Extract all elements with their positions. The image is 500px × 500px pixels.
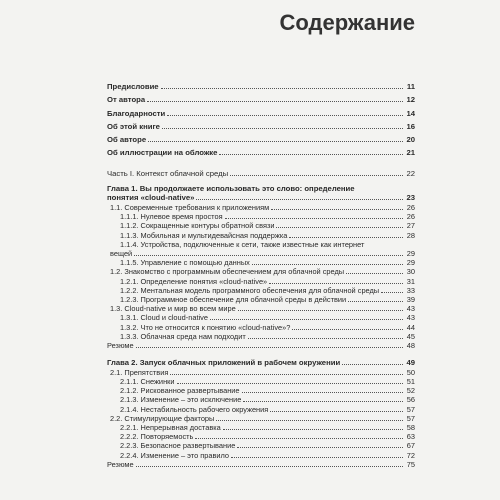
- toc-entry-wrapped: [107, 240, 415, 258]
- toc-page-number: 52: [406, 386, 415, 396]
- toc-entry: [107, 432, 415, 441]
- toc-page-number: 56: [406, 395, 415, 405]
- toc-page-number: 58: [406, 423, 415, 433]
- toc-entry: [107, 267, 415, 276]
- toc-chapter-title: Глава 2. Запуск облачных приложений в рабочем окружении: [107, 358, 341, 368]
- dot-leader: [269, 283, 403, 284]
- toc-entry: [107, 80, 415, 93]
- toc-entry: [107, 414, 415, 423]
- dot-leader: [237, 447, 403, 448]
- front-matter-list: [107, 80, 415, 160]
- toc-page-number: 30: [406, 267, 415, 277]
- toc-entry-label: 2.2.4. Изменение – это правило: [120, 450, 230, 460]
- toc-entry: [107, 120, 415, 133]
- dot-leader: [147, 101, 403, 102]
- toc-entry-label: 2.2.1. Непрерывная доставка: [120, 423, 221, 433]
- dot-leader: [177, 383, 403, 384]
- chapter-1-entries: [107, 203, 415, 240]
- toc-page-number: 22: [406, 168, 415, 178]
- toc-entry: [107, 212, 415, 221]
- toc-entry: [107, 286, 415, 295]
- dot-leader: [136, 466, 403, 467]
- toc-page-number: 26: [406, 212, 415, 222]
- toc-entry-label: 1.3.1. Cloud и cloud-native: [120, 313, 208, 323]
- toc-entry-label: 2.2. Стимулирующие факторы: [110, 413, 215, 423]
- toc-page-number: 27: [406, 221, 415, 231]
- toc-entry-label: 2.2.2. Повторяемость: [120, 432, 194, 442]
- table-of-contents: [107, 80, 415, 469]
- toc-entry: [107, 231, 415, 240]
- page-title: Содержание: [279, 10, 415, 35]
- toc-page-number: 29: [406, 258, 415, 268]
- dot-leader: [248, 338, 403, 339]
- dot-leader: [270, 411, 403, 412]
- toc-entry-label: Резюме: [107, 459, 134, 469]
- toc-page-number: 29: [406, 248, 415, 258]
- dot-leader: [196, 199, 403, 200]
- toc-page-number: 21: [406, 148, 415, 158]
- toc-entry: [107, 441, 415, 450]
- dot-leader: [134, 255, 403, 256]
- toc-page-number: 14: [406, 108, 415, 118]
- toc-entry-label: Об иллюстрации на обложке: [107, 148, 218, 158]
- toc-entry: [107, 323, 415, 332]
- toc-entry: [107, 133, 415, 146]
- dot-leader: [231, 457, 403, 458]
- toc-entry: [107, 258, 415, 267]
- chapter-1-entries-continued: [107, 258, 415, 350]
- dot-leader: [216, 420, 403, 421]
- toc-entry-line2: вещей: [110, 248, 133, 258]
- toc-entry-label: 1.1.1. Нулевое время простоя: [120, 212, 223, 222]
- toc-page-number: 44: [406, 322, 415, 332]
- toc-page-number: 67: [406, 441, 415, 451]
- toc-entry-label: 2.1.3. Изменение – это исключение: [120, 395, 242, 405]
- toc-entry-label: 1.1.2. Сокращенные контуры обратной связи: [120, 221, 275, 231]
- toc-page-number: 57: [406, 404, 415, 414]
- dot-leader: [161, 88, 403, 89]
- toc-entry-label: 1.2. Знакомство с программным обеспечением для облачной среды: [110, 267, 345, 277]
- toc-page-number: 43: [406, 313, 415, 323]
- toc-entry-label: 1.3.2. Что не относится к понятию «cloud-native»?: [120, 322, 291, 332]
- toc-page-number: 26: [406, 202, 415, 212]
- toc-page-number: 72: [406, 450, 415, 460]
- toc-chapter-2: [107, 358, 415, 368]
- toc-entry: [107, 423, 415, 432]
- toc-entry: [107, 386, 415, 395]
- toc-page-number: 20: [406, 135, 415, 145]
- toc-entry-label: 1.3. Cloud-native и мир во всем мире: [110, 304, 236, 314]
- dot-leader: [252, 264, 403, 265]
- dot-leader: [195, 438, 403, 439]
- dot-leader: [162, 128, 403, 129]
- dot-leader: [348, 301, 403, 302]
- toc-page-number: 45: [406, 331, 415, 341]
- toc-entry: [107, 395, 415, 404]
- toc-entry-label: 2.1. Препятствия: [110, 367, 169, 377]
- toc-page-number: 33: [406, 285, 415, 295]
- toc-entry-label: От автора: [107, 95, 146, 105]
- toc-entry-label: 1.2.2. Ментальная модель программного обеспечения для облачной среды: [120, 285, 380, 295]
- dot-leader: [225, 218, 403, 219]
- toc-chapter-1: [107, 184, 415, 203]
- toc-entry: [107, 368, 415, 377]
- toc-entry-label: 1.2.1. Определение понятия «cloud-native»: [120, 276, 268, 286]
- toc-page-number: 31: [406, 276, 415, 286]
- toc-entry: [107, 451, 415, 460]
- dot-leader: [230, 175, 403, 176]
- toc-entry: [107, 377, 415, 386]
- toc-entry-label: 2.1.1. Снежинки: [120, 377, 175, 387]
- toc-entry-label: Предисловие: [107, 82, 159, 91]
- dot-leader: [242, 392, 403, 393]
- toc-page-number: 48: [406, 341, 415, 351]
- toc-entry: [107, 295, 415, 304]
- toc-part-1: [107, 168, 415, 180]
- dot-leader: [210, 319, 403, 320]
- dot-leader: [170, 374, 403, 375]
- toc-entry-line1: 1.1.4. Устройства, подключенные к сети, также известные как интернет: [120, 239, 365, 249]
- toc-entry: [107, 341, 415, 350]
- toc-entry-label: 1.1. Современные требования к приложениям: [110, 202, 270, 212]
- toc-page-number: 16: [406, 121, 415, 131]
- dot-leader: [289, 237, 403, 238]
- toc-entry: [107, 332, 415, 341]
- toc-entry-label: Резюме: [107, 341, 134, 351]
- toc-page-number: 75: [406, 459, 415, 469]
- chapter-2-entries: [107, 368, 415, 469]
- toc-entry: [107, 460, 415, 469]
- toc-entry-label: Благодарности: [107, 108, 166, 118]
- dot-leader: [271, 209, 403, 210]
- toc-page-number: 57: [406, 413, 415, 423]
- dot-leader: [276, 227, 403, 228]
- dot-leader: [243, 401, 403, 402]
- dot-leader: [136, 347, 403, 348]
- toc-entry-label: Об авторе: [107, 135, 147, 145]
- toc-page-number: 51: [406, 377, 415, 387]
- dot-leader: [223, 429, 403, 430]
- toc-entry: [107, 146, 415, 159]
- toc-entry: [107, 277, 415, 286]
- dot-leader: [381, 292, 403, 293]
- toc-entry: [107, 221, 415, 230]
- toc-entry-label: 1.1.5. Управление с помощью данных: [120, 258, 250, 268]
- toc-page-number: 63: [406, 432, 415, 442]
- dot-leader: [148, 141, 403, 142]
- toc-page-number: 11: [406, 82, 415, 91]
- toc-entry-label: Об этой книге: [107, 121, 160, 131]
- toc-page-number: 49: [406, 358, 415, 368]
- dot-leader: [342, 364, 403, 365]
- toc-entry: [107, 405, 415, 414]
- toc-part-label: Часть I. Контекст облачной среды: [107, 168, 229, 178]
- toc-entry: [107, 93, 415, 106]
- toc-page-number: 43: [406, 304, 415, 314]
- toc-entry-label: 1.2.3. Программное обеспечение для облачной среды в действии: [120, 295, 347, 304]
- toc-chapter-title-line1: Глава 1. Вы продолжаете использовать это слово: определение: [107, 183, 355, 193]
- toc-page-number: 28: [406, 230, 415, 240]
- toc-entry-label: 2.2.3. Безопасное развертывание: [120, 441, 236, 451]
- toc-entry: [107, 203, 415, 212]
- toc-page-number: 39: [406, 295, 415, 304]
- toc-entry-label: 1.3.3. Облачная среда нам подходит: [120, 331, 246, 341]
- toc-entry: [107, 313, 415, 322]
- dot-leader: [167, 115, 403, 116]
- toc-entry-label: 1.1.3. Мобильная и мультидевайсная поддержка: [120, 230, 288, 240]
- dot-leader: [238, 310, 403, 311]
- toc-page-number: 12: [406, 95, 415, 105]
- toc-entry-label: 2.1.2. Рискованное развертывание: [120, 386, 240, 396]
- toc-entry-label: 2.1.4. Нестабильность рабочего окружения: [120, 404, 269, 414]
- toc-entry: [107, 304, 415, 313]
- toc-chapter-title-line2: понятия «cloud-native»: [107, 193, 195, 203]
- toc-page-number: 23: [406, 193, 415, 203]
- dot-leader: [346, 273, 403, 274]
- dot-leader: [219, 154, 403, 155]
- toc-page-number: 50: [406, 367, 415, 377]
- toc-entry: [107, 107, 415, 120]
- dot-leader: [292, 329, 403, 330]
